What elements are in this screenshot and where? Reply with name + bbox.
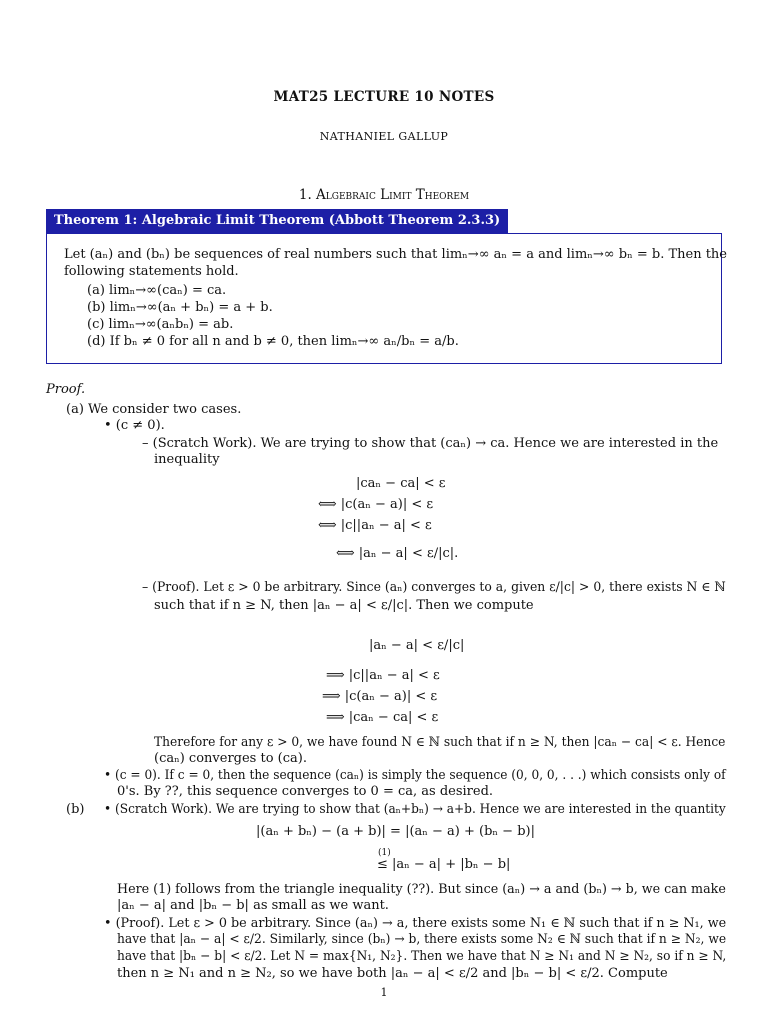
proof-line: • (c = 0). If c = 0, then the sequence (caₙ) is simply the sequence (0, 0, 0, . . .) which consists only of (104, 768, 726, 783)
proof-line: Here (1) follows from the triangle inequality (??). But since (aₙ) → a and (bₙ) → b, we can make (117, 882, 726, 897)
proof-line: such that if n ≥ N, then |aₙ − a| < ε/|c|. Then we compute (154, 598, 534, 613)
equation: ⟹ |c(aₙ − a)| < ε (322, 689, 438, 704)
proof-line: 0's. By ??, this sequence converges to 0 = ca, as desired. (117, 784, 494, 799)
equation: |aₙ − a| < ε/|c| (369, 638, 465, 653)
proof-line: – (Scratch Work). We are trying to show that (caₙ) → ca. Hence we are interested in the (142, 436, 719, 451)
proof-line: (caₙ) converges to (ca). (154, 751, 307, 766)
equation: ⟺ |aₙ − a| < ε/|c|. (336, 546, 459, 561)
proof-line: • (c ≠ 0). (104, 418, 165, 433)
proof-line: have that |bₙ − b| < ε/2. Let N = max{N₁, N₂}. Then we have that N ≥ N₁ and N ≥ N₂, so if n ≥ N, (117, 949, 727, 964)
equation: ⟺ |c||aₙ − a| < ε (318, 518, 432, 533)
section-heading: 1. Algebraic Limit Theorem (298, 187, 470, 203)
proof-part-label: (b) (66, 802, 85, 817)
equation: ⟹ |c||aₙ − a| < ε (326, 668, 440, 683)
page-number: 1 (380, 986, 388, 999)
equation: ⟺ |c(aₙ − a)| < ε (318, 497, 434, 512)
proof-label: Proof. (46, 382, 86, 397)
theorem-item: (d) If bₙ ≠ 0 for all n and b ≠ 0, then limₙ→∞ aₙ/bₙ = a/b. (87, 334, 459, 349)
proof-line: then n ≥ N₁ and n ≥ N₂, so we have both |aₙ − a| < ε/2 and |bₙ − b| < ε/2. Compute (117, 966, 668, 981)
proof-line: have that |aₙ − a| < ε/2. Similarly, since (bₙ) → b, there exists some N₂ ∈ ℕ such that if n ≥ N₂, we (117, 932, 727, 947)
theorem-item: (c) limₙ→∞(aₙbₙ) = ab. (87, 317, 234, 332)
theorem-intro: following statements hold. (64, 264, 239, 279)
equation: ⟹ |caₙ − ca| < ε (326, 710, 439, 725)
author: NATHANIEL GALLUP (319, 130, 449, 143)
page-title: MAT25 LECTURE 10 NOTES (273, 89, 495, 105)
proof-line: Therefore for any ε > 0, we have found N ∈ ℕ such that if n ≥ N, then |caₙ − ca| < ε. Hence (154, 735, 726, 750)
theorem-item: (a) limₙ→∞(caₙ) = ca. (87, 283, 227, 298)
proof-line: (a) We consider two cases. (66, 402, 242, 417)
theorem-header: Theorem 1: Algebraic Limit Theorem (Abbott Theorem 2.3.3) (46, 209, 508, 233)
theorem-item: (b) limₙ→∞(aₙ + bₙ) = a + b. (87, 300, 273, 315)
proof-line: • (Proof). Let ε > 0 be arbitrary. Since (aₙ) → a, there exists some N₁ ∈ ℕ such that if n ≥ N₁, we (104, 916, 727, 931)
equation-tag: (1) (378, 848, 391, 858)
proof-line: – (Proof). Let ε > 0 be arbitrary. Since (aₙ) converges to a, given ε/|c| > 0, there exists N ∈ ℕ (142, 580, 726, 595)
equation: ≤ |aₙ − a| + |bₙ − b| (377, 857, 511, 872)
proof-line: |aₙ − a| and |bₙ − b| as small as we want. (117, 898, 389, 913)
theorem-intro: Let (aₙ) and (bₙ) be sequences of real numbers such that limₙ→∞ aₙ = a and limₙ→∞ bₙ = b. Then the (64, 247, 727, 262)
equation: |caₙ − ca| < ε (356, 476, 446, 491)
proof-line: inequality (154, 452, 220, 467)
proof-line: • (Scratch Work). We are trying to show that (aₙ+bₙ) → a+b. Hence we are interested in the quantity (104, 802, 726, 817)
equation: |(aₙ + bₙ) − (a + b)| = |(aₙ − a) + (bₙ − b)| (256, 824, 535, 839)
theorem-box (46, 233, 727, 364)
